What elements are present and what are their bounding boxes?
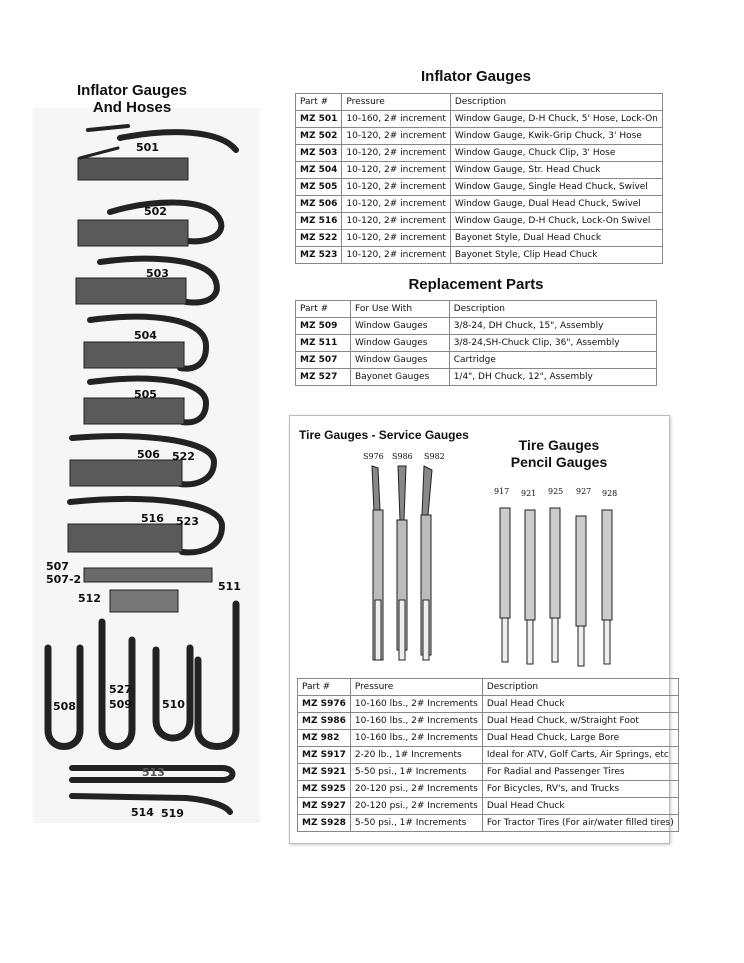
pencil-title-line1: Tire Gauges [518, 437, 600, 453]
label-508: 508 [53, 700, 76, 713]
label-925: 925 [548, 487, 564, 496]
part-number-cell: MZ 511 [296, 335, 351, 352]
table-cell: Window Gauge, Single Head Chuck, Swivel [450, 179, 662, 196]
label-506: 506 [137, 448, 160, 461]
table-cell: Bayonet Style, Dual Head Chuck [450, 230, 662, 247]
label-509: 509 [109, 698, 132, 711]
table-cell: 5-50 psi., 1# Increments [350, 815, 482, 832]
part-number-cell: MZ S928 [298, 815, 351, 832]
table-cell: Cartridge [449, 352, 656, 369]
column-header: For Use With [350, 301, 449, 318]
table-cell: 10-160 lbs., 2# Increments [350, 713, 482, 730]
table-cell: 10-160, 2# increment [342, 111, 450, 128]
table-cell: 10-120, 2# increment [342, 145, 450, 162]
column-header: Pressure [342, 94, 450, 111]
table-cell: Window Gauge, Kwik-Grip Chuck, 3' Hose [450, 128, 662, 145]
table-cell: Window Gauge, D-H Chuck, Lock-On Swivel [450, 213, 662, 230]
table-row [298, 764, 679, 781]
tire-gauges-table [297, 678, 679, 832]
table-cell: 10-160 lbs., 2# Increments [350, 696, 482, 713]
label-507-2: 507-2 [46, 573, 82, 586]
part-number-cell: MZ 505 [296, 179, 342, 196]
table-cell: 3/8-24,SH-Chuck Clip, 36", Assembly [449, 335, 656, 352]
table-cell: 10-160 lbs., 2# Increments [350, 730, 482, 747]
table-row [298, 798, 679, 815]
label-503: 503 [146, 267, 169, 280]
table-cell: 2-20 lb., 1# Increments [350, 747, 482, 764]
table-row [298, 815, 679, 832]
part-number-cell: MZ 509 [296, 318, 351, 335]
table-cell: Bayonet Gauges [350, 369, 449, 386]
part-number-cell: MZ 501 [296, 111, 342, 128]
table-cell: Window Gauge, Str. Head Chuck [450, 162, 662, 179]
column-header: Pressure [350, 679, 482, 696]
label-921: 921 [521, 489, 537, 498]
table-cell: For Radial and Passenger Tires [482, 764, 678, 781]
table-cell: Window Gauges [350, 335, 449, 352]
part-number-cell: MZ S921 [298, 764, 351, 781]
label-s982: S982 [424, 452, 445, 461]
label-519: 519 [161, 807, 184, 820]
table-cell: Window Gauges [350, 318, 449, 335]
label-511: 511 [218, 580, 241, 593]
label-502: 502 [144, 205, 167, 218]
pencil-title-line2: Pencil Gauges [510, 454, 608, 470]
label-917: 917 [494, 487, 510, 496]
table-row [298, 781, 679, 798]
table-cell: 10-120, 2# increment [342, 196, 450, 213]
part-number-cell: MZ 527 [296, 369, 351, 386]
table-row [298, 730, 679, 747]
label-516: 516 [141, 512, 164, 525]
column-header: Description [450, 94, 662, 111]
label-512: 512 [78, 592, 101, 605]
part-number-cell: MZ 507 [296, 352, 351, 369]
table-cell: For Bicycles, RV's, and Trucks [482, 781, 678, 798]
table-row [298, 713, 679, 730]
label-523: 523 [176, 515, 199, 528]
column-header: Description [482, 679, 678, 696]
left-heading-line2: And Hoses [92, 99, 172, 116]
table-cell: For Tractor Tires (For air/water filled tires) [482, 815, 678, 832]
label-507: 507 [46, 560, 69, 573]
part-number-cell: MZ S925 [298, 781, 351, 798]
table-cell: 20-120 psi., 2# Increments [350, 781, 482, 798]
column-header: Part # [298, 679, 351, 696]
table-cell: Ideal for ATV, Golf Carts, Air Springs, etc [482, 747, 678, 764]
part-number-cell: MZ S917 [298, 747, 351, 764]
label-527: 527 [109, 683, 132, 696]
left-heading-line1: Inflator Gauges [76, 82, 188, 99]
part-number-cell: MZ 982 [298, 730, 351, 747]
table-row [298, 696, 679, 713]
table-cell: Dual Head Chuck, Large Bore [482, 730, 678, 747]
part-number-cell: MZ 503 [296, 145, 342, 162]
table-cell: 10-120, 2# increment [342, 179, 450, 196]
table-cell: 1/4", DH Chuck, 12", Assembly [449, 369, 656, 386]
label-928: 928 [602, 489, 618, 498]
column-header: Part # [296, 94, 342, 111]
table-cell: 10-120, 2# increment [342, 128, 450, 145]
label-s976: S976 [363, 452, 384, 461]
table-cell: Dual Head Chuck [482, 798, 678, 815]
part-number-cell: MZ 523 [296, 247, 342, 264]
part-number-cell: MZ 506 [296, 196, 342, 213]
label-927: 927 [576, 487, 592, 496]
table-cell: Window Gauge, Chuck Clip, 3' Hose [450, 145, 662, 162]
part-number-cell: MZ 502 [296, 128, 342, 145]
part-number-cell: MZ S927 [298, 798, 351, 815]
column-header: Description [449, 301, 656, 318]
service-gauges-title: Tire Gauges - Service Gauges [299, 428, 469, 442]
label-513: 513 [142, 766, 165, 779]
column-header: Part # [296, 301, 351, 318]
label-522: 522 [172, 450, 195, 463]
part-number-cell: MZ 504 [296, 162, 342, 179]
table-cell: 3/8-24, DH Chuck, 15", Assembly [449, 318, 656, 335]
table-cell: Dual Head Chuck, w/Straight Foot [482, 713, 678, 730]
table-cell: Window Gauges [350, 352, 449, 369]
part-number-cell: MZ 516 [296, 213, 342, 230]
label-s986: S986 [392, 452, 413, 461]
label-514: 514 [131, 806, 154, 819]
label-501: 501 [136, 141, 159, 154]
table-cell: Window Gauge, D-H Chuck, 5' Hose, Lock-On [450, 111, 662, 128]
label-504: 504 [134, 329, 157, 342]
table-row [298, 747, 679, 764]
label-505: 505 [134, 388, 157, 401]
table-cell: 10-120, 2# increment [342, 162, 450, 179]
part-number-cell: MZ 522 [296, 230, 342, 247]
table-cell: 10-120, 2# increment [342, 247, 450, 264]
table-cell: 5-50 psi., 1# Increments [350, 764, 482, 781]
table-cell: 10-120, 2# increment [342, 230, 450, 247]
part-number-cell: MZ S986 [298, 713, 351, 730]
part-number-cell: MZ S976 [298, 696, 351, 713]
inflator-title: Inflator Gauges [420, 68, 532, 85]
table-cell: Dual Head Chuck [482, 696, 678, 713]
replacement-title: Replacement Parts [408, 276, 544, 293]
table-cell: Bayonet Style, Clip Head Chuck [450, 247, 662, 264]
table-cell: 20-120 psi., 2# Increments [350, 798, 482, 815]
table-cell: Window Gauge, Dual Head Chuck, Swivel [450, 196, 662, 213]
label-510: 510 [162, 698, 185, 711]
table-cell: 10-120, 2# increment [342, 213, 450, 230]
table-header-row [298, 679, 679, 696]
